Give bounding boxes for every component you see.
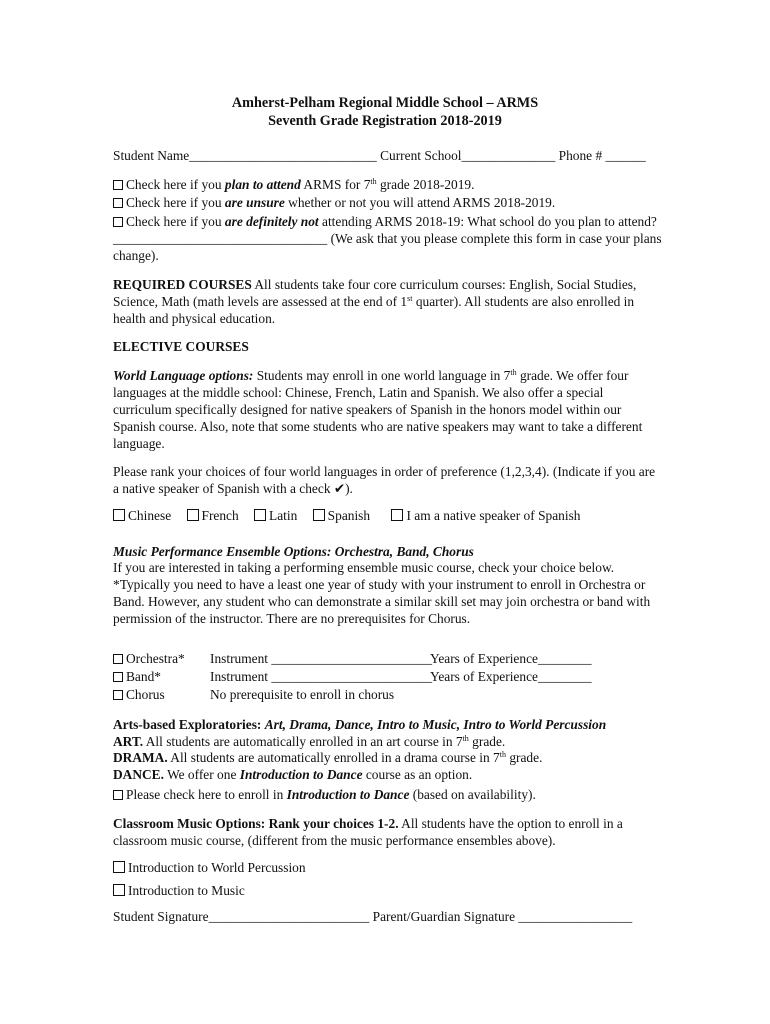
- attend-option-plan: Check here if you plan to attend ARMS for 7th grade 2018-2019.: [113, 176, 474, 193]
- signature-line: [113, 908, 632, 925]
- current-school-label: Current School: [380, 148, 462, 163]
- chorus-checkbox[interactable]: [113, 690, 123, 700]
- band-option[interactable]: Band*: [113, 668, 161, 685]
- classroom-music-paragraph: Classroom Music Options: Rank your choices 1-2. All students have the option to enroll in a classroom music course, (different from the music performance ensembles above).: [113, 816, 623, 848]
- current-school-field[interactable]: ______________: [461, 148, 556, 163]
- dance-line: DANCE. We offer one Introduction to Dance course as an option.: [113, 767, 473, 782]
- language-option-latin[interactable]: Latin: [254, 507, 297, 524]
- band-years-field[interactable]: Years of Experience________: [430, 669, 592, 684]
- chorus-note: No prerequisite to enroll in chorus: [210, 687, 395, 702]
- language-option-french[interactable]: French: [187, 507, 239, 524]
- student-signature-field[interactable]: ________________________: [208, 909, 370, 924]
- phone-label: Phone #: [558, 148, 603, 163]
- orchestra-checkbox[interactable]: [113, 654, 123, 664]
- parent-signature-label: Parent/Guardian Signature: [372, 909, 516, 924]
- orchestra-option[interactable]: Orchestra*: [113, 650, 185, 667]
- intro-music-checkbox[interactable]: [113, 884, 125, 896]
- student-info-line: [113, 147, 646, 164]
- classroom-music-heading: Classroom Music Options: Rank your choices 1-2.: [113, 816, 399, 831]
- student-name-field[interactable]: ____________________________: [189, 148, 377, 163]
- attend-option-not: Check here if you are definitely not attending ARMS 2018-19: What school do you plan to attend? ________________________________ (We ask that you please complete this form in case your plans change).: [113, 214, 662, 263]
- student-signature-label: Student Signature: [113, 909, 209, 924]
- unsure-checkbox[interactable]: [113, 198, 123, 208]
- band-instrument-field[interactable]: Instrument ________________________: [210, 669, 433, 684]
- language-option-spanish[interactable]: Spanish: [313, 507, 370, 524]
- attend-option-unsure: Check here if you are unsure whether or not you will attend ARMS 2018-2019.: [113, 194, 555, 211]
- art-line: ART. All students are automatically enrolled in an art course in 7th grade.: [113, 734, 506, 749]
- music-ensemble-heading: Music Performance Ensemble Options: Orchestra, Band, Chorus: [113, 544, 474, 559]
- dance-enroll-option[interactable]: Please check here to enroll in Introduction to Dance (based on availability).: [113, 786, 536, 803]
- phone-field[interactable]: ______: [605, 148, 646, 163]
- dance-checkbox[interactable]: [113, 790, 123, 800]
- plan-to-attend-checkbox[interactable]: [113, 180, 123, 190]
- spanish-checkbox[interactable]: [313, 509, 325, 521]
- world-language-heading: World Language options:: [113, 368, 254, 383]
- arts-heading: Arts-based Exploratories: Art, Drama, Dance, Intro to Music, Intro to World Percussion: [113, 717, 607, 732]
- required-courses-heading: REQUIRED COURSES: [113, 277, 252, 292]
- elective-courses-heading: ELECTIVE COURSES: [113, 339, 249, 354]
- orchestra-instrument-field[interactable]: Instrument ________________________: [210, 651, 433, 666]
- classroom-option-music[interactable]: Introduction to Music: [113, 882, 245, 899]
- world-percussion-checkbox[interactable]: [113, 861, 125, 873]
- not-attending-checkbox[interactable]: [113, 217, 123, 227]
- required-courses-paragraph: REQUIRED COURSES All students take four core curriculum courses: English, Social Studies, Science, Math (math levels are assessed at the end of 1st quarter). All students are also enrolled in health and physical education.: [113, 277, 637, 326]
- orchestra-years-field[interactable]: Years of Experience________: [430, 651, 592, 666]
- language-rank-instructions: Please rank your choices of four world languages in order of preference (1,2,3,4). (Indicate if you are a native speaker of Spanish with a check ✔).: [113, 464, 656, 496]
- language-option-native-spanish[interactable]: I am a native speaker of Spanish: [391, 507, 580, 524]
- native-spanish-checkbox[interactable]: [391, 509, 403, 521]
- form-title: Amherst-Pelham Regional Middle School – ARMS: [231, 95, 539, 111]
- chorus-option[interactable]: Chorus: [113, 686, 165, 703]
- world-language-paragraph: World Language options: Students may enroll in one world language in 7th grade. We offer four languages at the middle school: Chinese, French, Latin and Spanish. We also offer a special curriculum specifically designed for native speakers of Spanish in the honors model within our Spanish course. Also, note that some students who are native speakers may want to take a different language.: [113, 368, 643, 451]
- language-options: [113, 507, 592, 524]
- student-name-label: Student Name: [113, 148, 190, 163]
- parent-signature-field[interactable]: _________________: [518, 909, 633, 924]
- classroom-option-percussion[interactable]: Introduction to World Percussion: [113, 859, 306, 876]
- french-checkbox[interactable]: [187, 509, 199, 521]
- language-option-chinese[interactable]: Chinese: [113, 507, 171, 524]
- chinese-checkbox[interactable]: [113, 509, 125, 521]
- drama-line: DRAMA. All students are automatically enrolled in a drama course in 7th grade.: [113, 750, 543, 765]
- music-ensemble-paragraph: If you are interested in taking a performing ensemble music course, check your choice below. *Typically you need to have a least one year of study with your instrument to enroll in Orchestra or Band. However, any student who can demonstrate a similar skill set may join orchestra or band with permission of the instructor. There are no prerequisites for Chorus.: [113, 560, 651, 626]
- band-checkbox[interactable]: [113, 672, 123, 682]
- latin-checkbox[interactable]: [254, 509, 266, 521]
- form-subtitle: Seventh Grade Registration 2018-2019: [268, 113, 502, 129]
